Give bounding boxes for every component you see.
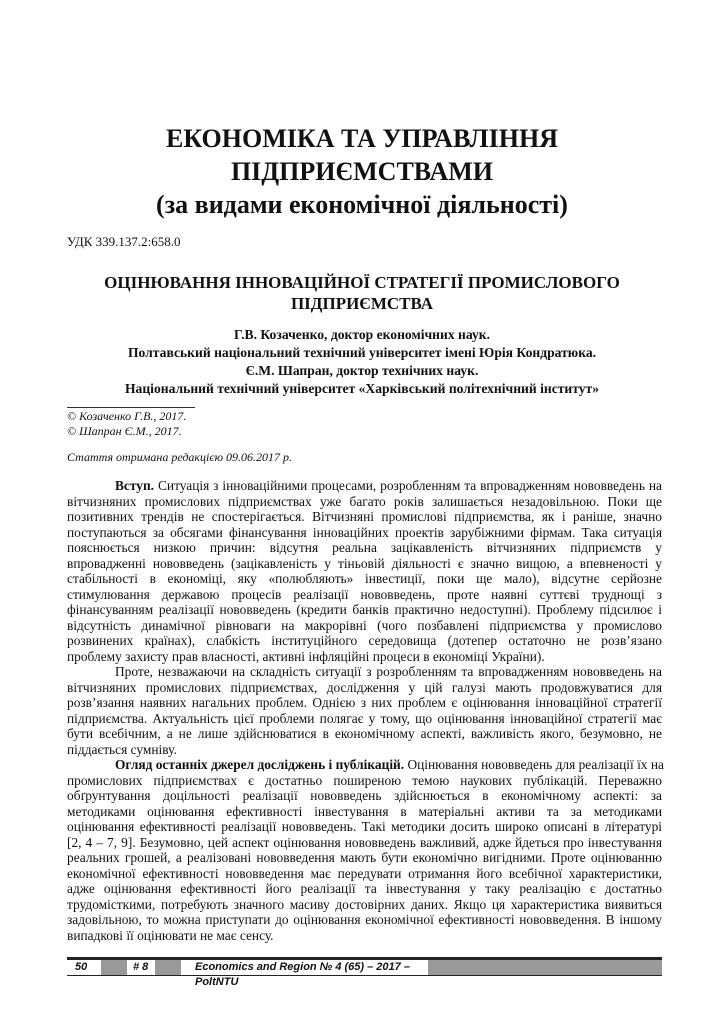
line-text: реальних грошей, а реалізовані нововведення мають бути економічно вигідними. Проте оцінюванню — [67, 850, 662, 865]
line-text: позитивних трендів не спостерігається. Вітчизняні промислові підприємства, як і раніше, значно — [67, 509, 662, 524]
line-text: поступаються за обсягами фінансування інноваційних проектів зарубіжними фірмам. Така ситуація — [67, 524, 662, 540]
section-lead-in: Вступ. — [115, 478, 155, 493]
text-line — [67, 773, 662, 789]
text-line — [67, 509, 662, 525]
udk-code: УДК 339.137.2:658.0 — [67, 234, 181, 249]
footer-spacer — [101, 960, 127, 975]
text-line — [67, 850, 662, 866]
text-line — [67, 587, 662, 603]
section-lead-in: Огляд останніх джерел досліджень і публікацій. — [115, 757, 405, 772]
text-line — [67, 478, 662, 494]
text-line — [67, 881, 662, 897]
line-text: Ситуація з інноваційними процесами, розробленням та впровадженням нововведень на — [154, 478, 662, 493]
line-text: випадкові її оцінювати не має сенсу. — [67, 927, 274, 943]
line-text: стабільності в економіці, яку «полюбляють» інвестиції, поки ще мало), відсутнє серйозне — [67, 571, 662, 586]
text-line — [67, 788, 662, 804]
line-text: методиками оцінювання ефективності інвестування в матеріальні активи та за методиками — [67, 803, 662, 819]
text-line — [67, 726, 662, 742]
copyright-notes — [67, 409, 186, 439]
text-line — [67, 835, 662, 851]
text-line — [67, 571, 662, 587]
text-line — [67, 680, 662, 696]
line-text: промислових підприємствах є достатньо поширеною темою наукових публікацій. Переважно — [67, 772, 662, 788]
text-line — [67, 819, 662, 835]
line-text: проблему захисту прав власності, активні інфляційні процеси в економіці України). — [67, 648, 545, 664]
text-line — [67, 618, 662, 634]
line-text: Оцінювання нововведень для реалізації їх на — [404, 757, 664, 772]
heading-line-1: ЕКОНОМІКА ТА УПРАВЛІННЯ — [165, 124, 559, 153]
line-text: бути всебічним, а не лише здійснюватися в економічному аспекті, важливість якого, безумовно, не — [67, 726, 662, 741]
text-line — [67, 633, 662, 649]
line-text: підприємства. Актуальність цієї проблеми полягає у тому, що оцінювання інноваційної стратегії має — [67, 710, 662, 726]
paragraph — [67, 478, 662, 664]
line-text: стимулювання державою процесів реалізації нововведень, проте наявні суттєві труднощі з — [67, 586, 662, 602]
text-line — [67, 556, 662, 572]
issue-number: # 8 — [127, 960, 155, 975]
text-line — [67, 695, 662, 711]
footer-spacer — [428, 960, 662, 975]
line-text: Проте, незважаючи на складність ситуації з розробленням та впровадженням нововведень на — [115, 664, 662, 679]
line-text: фінансуванням реалізації нововведень (кредити банків практично недоступні). Проблему підсилює і — [67, 602, 662, 617]
article-title-line-1: ОЦІНЮВАННЯ ІННОВАЦІЙНОЇ СТРАТЕГІЇ ПРОМИСЛОВОГО — [104, 273, 620, 292]
text-line — [67, 664, 662, 680]
copyright-2: © Шапран Є.М., 2017. — [67, 424, 182, 438]
line-text: обґрунтування доцільності реалізації нововведень здійснюється в економічному аспекті: за — [67, 788, 662, 803]
authors-block — [0, 326, 724, 398]
received-date: Стаття отримана редакцією 09.06.2017 р. — [67, 450, 293, 464]
footnote-divider — [67, 407, 195, 408]
page-footer — [67, 957, 662, 988]
text-line — [67, 912, 662, 928]
line-text: адже оцінювання ефективності його реалізації та інвестування у таку реалізацію є достатньо — [67, 881, 662, 896]
text-line — [67, 494, 662, 510]
line-text: задовільною, то можна приступати до оцінювання економічної ефективності нововведення. В іншому — [67, 912, 662, 927]
text-line — [67, 540, 662, 556]
line-text: оцінювання ефективності реалізації нововведень. Такі методики досить широко описані в літературі — [67, 819, 662, 834]
line-text: розвинених країнах), слабкість інституційного середовища (дотепер остаточно не розв’язано — [67, 633, 662, 648]
text-line — [67, 897, 662, 913]
line-text: трудомісткими, потребують значного масиву достовірних даних. Якщо ця характеристика виявиться — [67, 896, 662, 912]
heading-line-3: (за видами економічної діяльності) — [156, 190, 568, 219]
journal-section-heading — [0, 122, 724, 221]
text-line — [67, 866, 662, 882]
footer-spacer — [155, 960, 181, 975]
line-text: [2, 4 – 7, 9]. Безумовно, цей аспект оцінювання нововведень важливий, адже йдеться про інвестування — [67, 834, 662, 850]
affiliation-2: Національний технічний університет «Харківський політехнічний інститут» — [124, 381, 600, 396]
text-line — [67, 742, 662, 758]
paragraph — [67, 757, 662, 943]
paragraph — [67, 664, 662, 757]
line-text: економічної ефективності нововведення має передувати отримання його всебічної характеристики, — [67, 865, 662, 881]
line-text: вітчизняних промислових підприємствах уже багато років залишається незадовільною. Поки ще — [67, 493, 662, 509]
text-line — [67, 757, 662, 773]
text-line — [67, 525, 662, 541]
copyright-1: © Козаченко Г.В., 2017. — [67, 409, 187, 423]
text-line — [67, 649, 662, 665]
text-line — [67, 711, 662, 727]
article-title — [0, 272, 724, 314]
line-text: розв’язання наявних нагальних проблем. Однією з них проблем є оцінювання інноваційної стратегії — [67, 695, 662, 710]
affiliation-1: Полтавський національний технічний університет імені Юрія Кондратюка. — [127, 345, 597, 360]
text-line — [67, 928, 662, 944]
line-text: піддається сумніву. — [67, 741, 177, 757]
line-text: впровадженні нововведень (зацікавленість у тіньовій діяльності є значно вищою, а впевненості у — [67, 555, 662, 571]
page-number: 50 — [67, 960, 101, 975]
heading-line-2: ПІДПРИЄМСТВАМИ — [230, 157, 494, 186]
journal-name: Economics and Region № 4 (65) – 2017 – PoltNTU — [181, 960, 428, 975]
article-body — [67, 478, 662, 943]
article-title-line-2: ПІДПРИЄМСТВА — [290, 294, 434, 313]
author-1: Г.В. Козаченко, доктор економічних наук. — [234, 327, 490, 342]
line-text: вітчизняних промислових підприємствах, дослідження у цій галузі мають продовжуватися для — [67, 679, 662, 695]
line-text: відсутність динамічної рівноваги на макрорівні (чого позбавлені підприємства у промислово — [67, 617, 662, 633]
text-line — [67, 804, 662, 820]
line-text: пояснюється низкою причин: відсутня реальна зацікавленість вітчизняних підприємств у — [67, 540, 662, 555]
author-2: Є.М. Шапран, доктор технічних наук. — [245, 363, 479, 378]
text-line — [67, 602, 662, 618]
